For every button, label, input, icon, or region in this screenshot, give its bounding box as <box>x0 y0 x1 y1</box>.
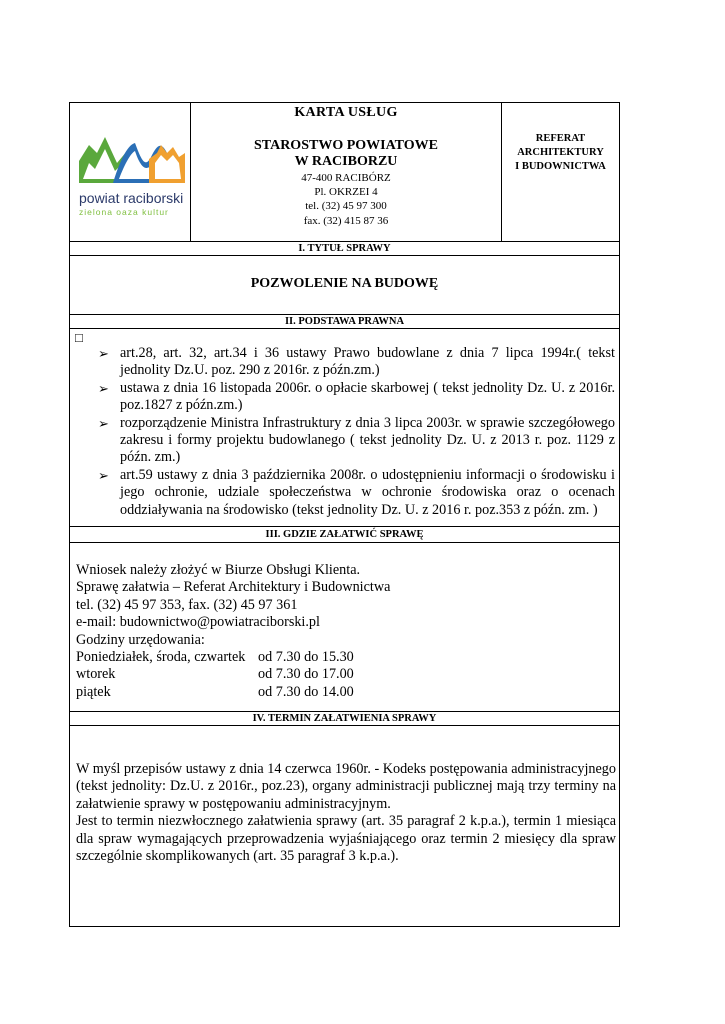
office-hours <box>76 649 616 701</box>
department-name: REFERAT ARCHITEKTURY I BUDOWNICTWA <box>515 133 606 172</box>
info-line: Wniosek należy złożyć w Biurze Obsługi Klienta. <box>76 562 361 578</box>
section1-content-row <box>70 256 619 315</box>
placeholder-square-icon: □ <box>75 330 83 345</box>
section2-content-row <box>70 329 619 527</box>
list-item: ➢ art.59 ustawy z dnia 3 października 2008r. o udostępnieniu informacji o środowisku i jego ochronie, udziale społeczeństwa w ochronie środowiska oraz o ocenach oddziaływania na środowisko (tekst jednolity Dz. U. z 2016 r. poz.353 z późn. zm. ) <box>98 466 615 518</box>
arrow-bullet-icon: ➢ <box>98 415 109 431</box>
section2-title: II. PODSTAWA PRAWNA <box>284 316 405 327</box>
hours-row: Poniedziałek, środa, czwartek od 7.30 do 15.30 <box>76 649 354 666</box>
header-center <box>191 103 501 241</box>
info-line: Godziny urzędowania: <box>76 631 205 648</box>
info-line: Sprawę załatwia – Referat Architektury i Budownictwa <box>76 579 391 596</box>
info-line: tel. (32) 45 97 353, fax. (32) 45 97 361 <box>76 596 298 613</box>
arrow-bullet-icon: ➢ <box>98 346 109 361</box>
case-subject: POZWOLENIE NA BUDOWĘ <box>250 276 439 291</box>
section1-title: I. TYTUŁ SPRAWY <box>298 243 391 254</box>
section3-title: III. GDZIE ZAŁATWIĆ SPRAWĘ <box>265 529 424 540</box>
powiat-raciborski-logo <box>75 123 190 218</box>
deadline-text <box>76 761 616 865</box>
section4-title: IV. TERMIN ZAŁATWIENIA SPRAWY <box>252 713 437 724</box>
section3-content-row <box>70 543 619 712</box>
arrow-bullet-icon: ➢ <box>98 467 109 483</box>
list-item: ➢ art.28, art. 32, art.34 i 36 ustawy Prawo budowlane z dnia 7 lipca 1994r.( tekst jednolity Dz.U. poz. 290 z 2016r. z późn.zm.) <box>98 345 615 379</box>
header-row <box>70 103 619 242</box>
logo-tagline: zielona oaza kultur <box>79 207 169 217</box>
service-card <box>69 102 620 927</box>
arrow-bullet-icon: ➢ <box>98 380 109 396</box>
email-line: e-mail: budownictwo@powiatraciborski.pl <box>76 614 320 631</box>
section3-title-row <box>70 527 619 543</box>
list-item: ➢ ustawa z dnia 16 listopada 2006r. o opłacie skarbowej ( tekst jednolity Dz. U. z 2016r. poz.1827 z późn.zm.) <box>98 379 615 414</box>
section2-title-row <box>70 315 619 329</box>
office-address: 47-400 RACIBÓRZ Pl. OKRZEI 4 tel. (32) 45 97 300 fax. (32) 415 87 36 <box>301 172 391 227</box>
section4-title-row <box>70 712 619 726</box>
hours-row: wtorek od 7.30 do 17.00 <box>76 666 354 683</box>
logo-name: powiat raciborski <box>79 190 184 206</box>
card-title: KARTA USŁUG <box>294 105 398 120</box>
deadline-paragraph-1: W myśl przepisów ustawy z dnia 14 czerwca 1960r. - Kodeks postępowania administracyjnego (tekst jednolity: Dz.U. z 2016r., poz.23), organy administracji publicznej mają trzy terminy na załatwienie sprawy w postępowaniu administracyjnym. <box>76 761 616 812</box>
list-item: ➢ rozporządzenie Ministra Infrastruktury z dnia 3 lipca 2003r. w sprawie szczegółowego zakresu i formy projektu budowlanego ( tekst jednolity Dz. U. z 2013 r. poz. 1129 z późn. zm.) <box>98 414 615 466</box>
deadline-paragraph-2: Jest to termin niezwłocznego załatwienia sprawy (art. 35 paragraf 2 k.p.a.), termin 1 miesiąca dla spraw wymagających przeprowadzenia wyjaśniającego oraz termin 2 miesięcy dla spraw szczególnie skomplikowanych (art. 35 paragraf 3 k.p.a.). <box>76 813 616 865</box>
section1-title-row <box>70 242 619 256</box>
office-name: STAROSTWO POWIATOWE W RACIBORZU <box>254 138 438 169</box>
hours-row: piątek od 7.30 do 14.00 <box>76 683 354 700</box>
legal-basis-list <box>75 331 615 519</box>
where-to-handle <box>76 562 616 701</box>
